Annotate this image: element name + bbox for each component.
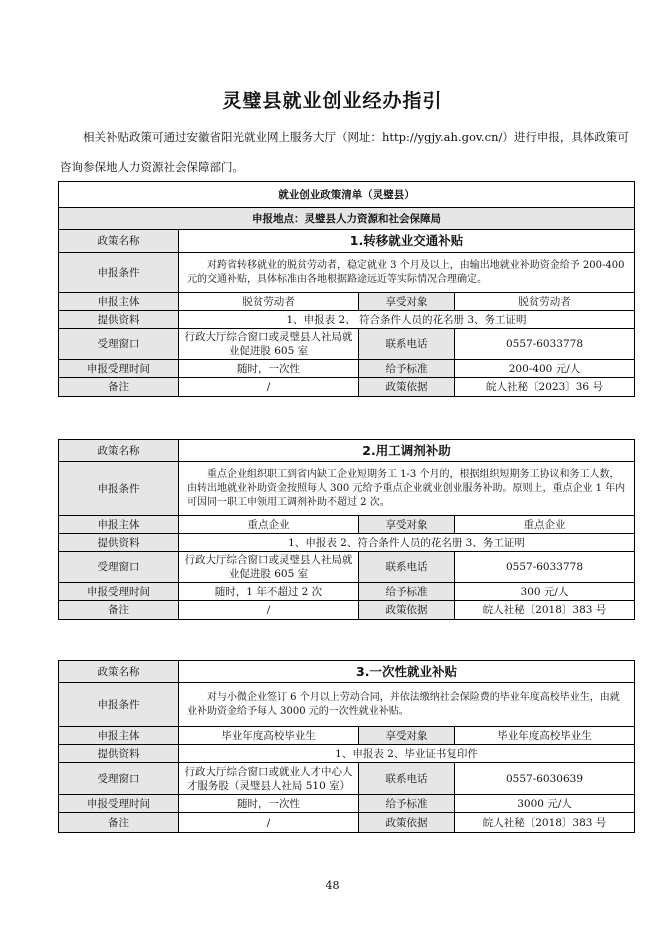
remark-label: 备注 — [59, 378, 179, 397]
policy-name-label: 政策名称 — [59, 661, 179, 683]
phone-label: 联系电话 — [359, 329, 455, 360]
policy-name-label: 政策名称 — [59, 440, 179, 462]
time-label: 申报受理时间 — [59, 583, 179, 601]
phone-label: 联系电话 — [359, 763, 455, 795]
page-number: 48 — [325, 879, 340, 892]
window-label: 受理窗口 — [59, 763, 179, 795]
policy-standard: 300 元/人 — [455, 583, 635, 601]
time-label: 申报受理时间 — [59, 360, 179, 378]
standard-label: 给予标准 — [359, 583, 455, 601]
policy-table-2 — [58, 439, 635, 620]
standard-label: 给予标准 — [359, 795, 455, 813]
policy-name: 3.一次性就业补贴 — [179, 661, 635, 683]
policy-target: 重点企业 — [455, 516, 635, 534]
policy-materials: 1、申报表 2、符合条件人员的花名册 3、务工证明 — [179, 534, 635, 552]
remark-label: 备注 — [59, 813, 179, 833]
policy-standard: 3000 元/人 — [455, 795, 635, 813]
subject-label: 申报主体 — [59, 293, 179, 311]
basis-label: 政策依据 — [359, 378, 455, 397]
window-label: 受理窗口 — [59, 552, 179, 583]
policy-window: 行政大厅综合窗口或灵璧县人社局就业促进股 605 室 — [179, 552, 359, 583]
policy-window: 行政大厅综合窗口或就业人才中心人才服务股（灵璧县人社局 510 室） — [179, 763, 359, 795]
basis-label: 政策依据 — [359, 813, 455, 833]
materials-label: 提供资料 — [59, 745, 179, 763]
policy-materials: 1、申报表 2、 符合条件人员的花名册 3、务工证明 — [179, 311, 635, 329]
basis-label: 政策依据 — [359, 601, 455, 620]
remark-label: 备注 — [59, 601, 179, 620]
policy-materials: 1、申报表 2、毕业证书复印件 — [179, 745, 635, 763]
policy-window: 行政大厅综合窗口或灵璧县人社局就业促进股 605 室 — [179, 329, 359, 360]
standard-label: 给予标准 — [359, 360, 455, 378]
policy-name: 2.用工调剂补助 — [179, 440, 635, 462]
subject-label: 申报主体 — [59, 727, 179, 745]
materials-label: 提供资料 — [59, 311, 179, 329]
time-label: 申报受理时间 — [59, 795, 179, 813]
policy-condition: 重点企业组织职工到省内缺工企业短期务工 1-3 个月的，根据组织短期务工协议和务工人数，由转出地就业补助资金按照每人 300 元给予重点企业就业创业服务补助。原则上，重点企业 1 年内可因同一职工申领用工调剂补助不超过 2 次。 — [179, 462, 635, 516]
condition-label: 申报条件 — [59, 683, 179, 727]
subject-label: 申报主体 — [59, 516, 179, 534]
page-title: 灵璧县就业创业经办指引 — [222, 90, 443, 112]
policy-remark: / — [179, 813, 359, 833]
window-label: 受理窗口 — [59, 329, 179, 360]
target-label: 享受对象 — [359, 516, 455, 534]
condition-label: 申报条件 — [59, 462, 179, 516]
policy-name-label: 政策名称 — [59, 230, 179, 253]
policy-condition: 对跨省转移就业的脱贫劳动者，稳定就业 3 个月及以上，由输出地就业补助资金给予 200-400 元的交通补贴，具体标准由各地根据路途远近等实际情况合理确定。 — [179, 253, 635, 293]
policy-basis: 皖人社秘〔2023〕36 号 — [455, 378, 635, 397]
policy-basis: 皖人社秘〔2018〕383 号 — [455, 813, 635, 833]
condition-label: 申报条件 — [59, 253, 179, 293]
phone-label: 联系电话 — [359, 552, 455, 583]
policy-time: 随时，一次性 — [179, 360, 359, 378]
policy-phone: 0557-6030639 — [455, 763, 635, 795]
policy-target: 脱贫劳动者 — [455, 293, 635, 311]
policy-subject: 重点企业 — [179, 516, 359, 534]
policy-table-3 — [58, 660, 635, 833]
policy-remark: / — [179, 601, 359, 620]
intro-paragraph: 相关补贴政策可通过安徽省阳光就业网上服务大厅（网址：http://ygjy.ah.gov.cn/）进行申报，具体政策可咨询参保地人力资源社会保障部门。 — [60, 130, 629, 174]
policy-subject: 毕业年度高校毕业生 — [179, 727, 359, 745]
application-location: 申报地点：灵璧县人力资源和社会保障局 — [59, 208, 635, 230]
policy-phone: 0557-6033778 — [455, 552, 635, 583]
policy-remark: / — [179, 378, 359, 397]
policy-table-1 — [58, 181, 635, 397]
policy-basis: 皖人社秘〔2018〕383 号 — [455, 601, 635, 620]
materials-label: 提供资料 — [59, 534, 179, 552]
policy-time: 随时，一次性 — [179, 795, 359, 813]
policy-list-title: 就业创业政策清单（灵璧县） — [59, 182, 635, 208]
policy-target: 毕业年度高校毕业生 — [455, 727, 635, 745]
policy-name: 1.转移就业交通补贴 — [179, 230, 635, 253]
target-label: 享受对象 — [359, 293, 455, 311]
policy-condition: 对与小微企业签订 6 个月以上劳动合同，并依法缴纳社会保险费的毕业年度高校毕业生，由就业补助资金给予每人 3000 元的一次性就业补贴。 — [179, 683, 635, 727]
policy-time: 随时，1 年不超过 2 次 — [179, 583, 359, 601]
policy-phone: 0557-6033778 — [455, 329, 635, 360]
target-label: 享受对象 — [359, 727, 455, 745]
policy-subject: 脱贫劳动者 — [179, 293, 359, 311]
policy-standard: 200-400 元/人 — [455, 360, 635, 378]
